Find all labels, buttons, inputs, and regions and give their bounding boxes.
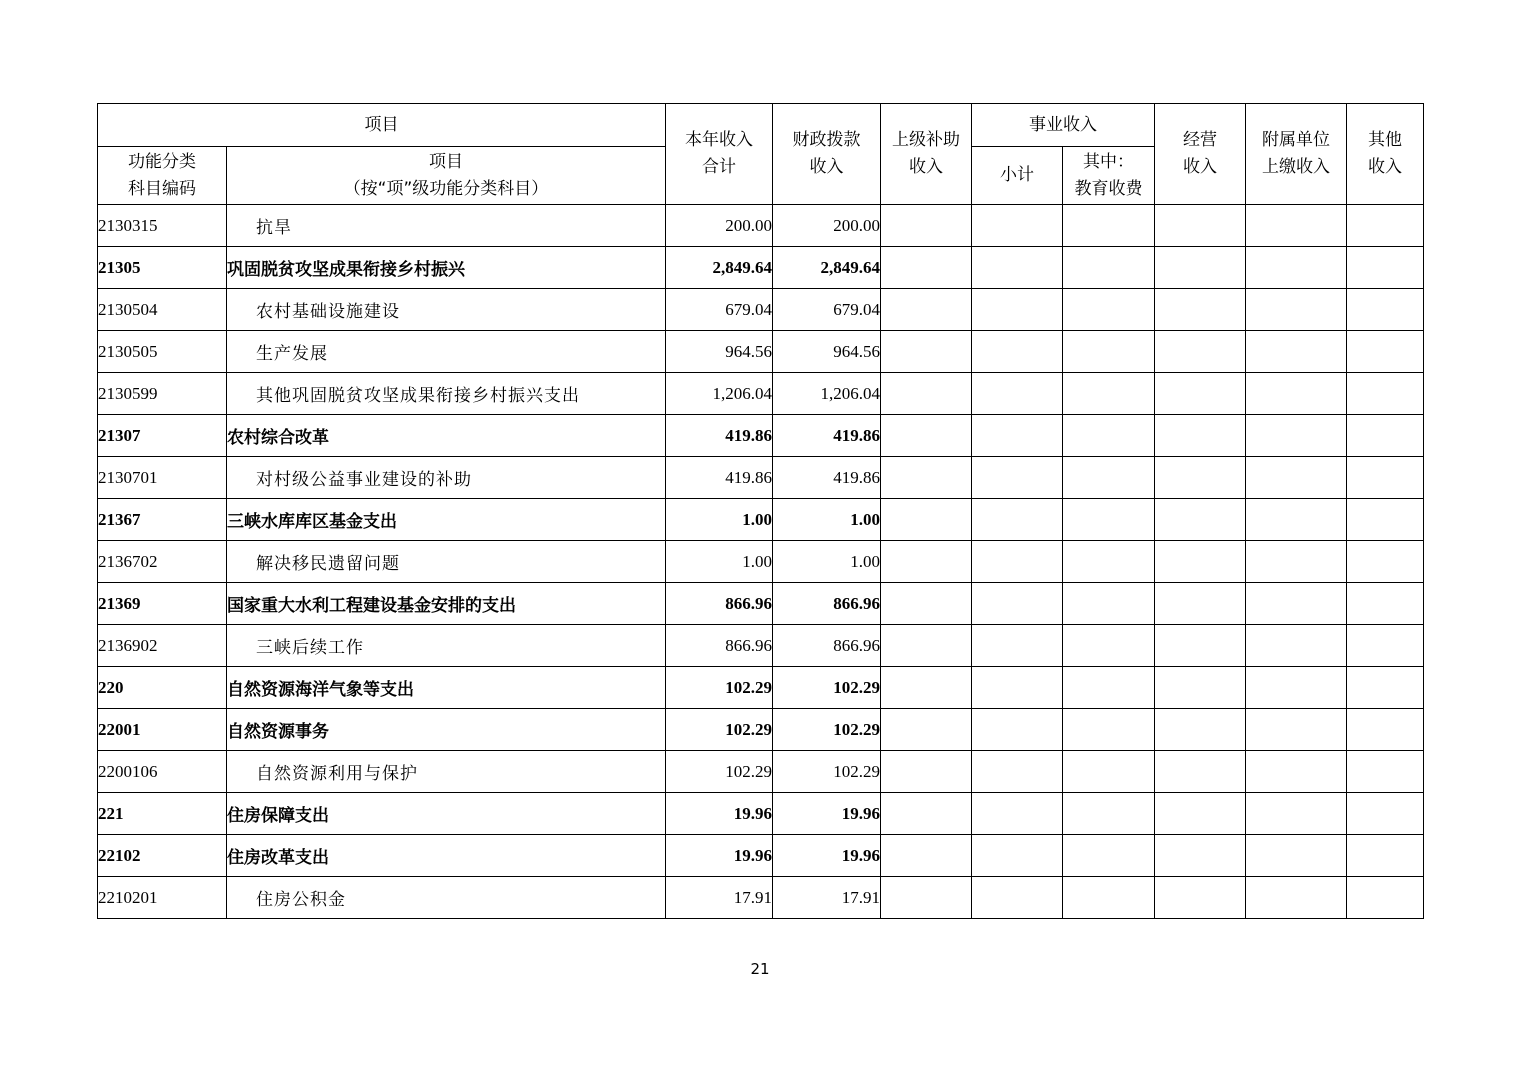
row-education <box>1063 709 1155 751</box>
row-business-subtotal <box>972 835 1063 877</box>
row-code: 22102 <box>98 835 227 877</box>
row-business-subtotal <box>972 877 1063 919</box>
row-superior <box>881 205 972 247</box>
row-operating <box>1155 331 1246 373</box>
row-superior <box>881 457 972 499</box>
row-education <box>1063 835 1155 877</box>
row-superior <box>881 625 972 667</box>
row-education <box>1063 457 1155 499</box>
row-total-income: 2,849.64 <box>666 247 773 289</box>
row-operating <box>1155 415 1246 457</box>
row-code: 2210201 <box>98 877 227 919</box>
row-operating <box>1155 877 1246 919</box>
row-other <box>1347 583 1424 625</box>
row-other <box>1347 373 1424 415</box>
row-education <box>1063 205 1155 247</box>
table-row <box>98 499 1424 541</box>
table-row <box>98 247 1424 289</box>
row-business-subtotal <box>972 751 1063 793</box>
row-business-subtotal <box>972 667 1063 709</box>
row-other <box>1347 793 1424 835</box>
row-total-income: 419.86 <box>666 457 773 499</box>
table-row <box>98 205 1424 247</box>
row-name: 其他巩固脱贫攻坚成果衔接乡村振兴支出 <box>227 373 666 415</box>
row-fiscal: 102.29 <box>773 667 881 709</box>
row-business-subtotal <box>972 247 1063 289</box>
page-number: 21 <box>750 960 770 978</box>
row-affiliated <box>1246 289 1347 331</box>
row-business-subtotal <box>972 457 1063 499</box>
header-education: 其中： 教育收费 <box>1063 147 1155 205</box>
row-operating <box>1155 793 1246 835</box>
row-code: 21367 <box>98 499 227 541</box>
row-business-subtotal <box>972 793 1063 835</box>
row-education <box>1063 541 1155 583</box>
row-code: 22001 <box>98 709 227 751</box>
table-body <box>98 205 1424 919</box>
row-education <box>1063 373 1155 415</box>
income-table <box>97 103 1424 919</box>
table-row <box>98 793 1424 835</box>
row-other <box>1347 877 1424 919</box>
row-education <box>1063 583 1155 625</box>
row-operating <box>1155 625 1246 667</box>
row-other <box>1347 415 1424 457</box>
row-fiscal: 19.96 <box>773 793 881 835</box>
row-affiliated <box>1246 247 1347 289</box>
table-row <box>98 373 1424 415</box>
row-fiscal: 419.86 <box>773 415 881 457</box>
header-other: 其他 收入 <box>1347 104 1424 205</box>
row-code: 220 <box>98 667 227 709</box>
row-fiscal: 2,849.64 <box>773 247 881 289</box>
row-superior <box>881 667 972 709</box>
row-total-income: 679.04 <box>666 289 773 331</box>
table-row <box>98 415 1424 457</box>
row-total-income: 1.00 <box>666 499 773 541</box>
row-affiliated <box>1246 709 1347 751</box>
header-superior: 上级补助 收入 <box>881 104 972 205</box>
row-total-income: 866.96 <box>666 583 773 625</box>
row-education <box>1063 331 1155 373</box>
row-education <box>1063 625 1155 667</box>
row-name: 自然资源海洋气象等支出 <box>227 667 666 709</box>
row-code: 2136702 <box>98 541 227 583</box>
row-total-income: 419.86 <box>666 415 773 457</box>
row-affiliated <box>1246 625 1347 667</box>
row-name: 自然资源利用与保护 <box>227 751 666 793</box>
row-affiliated <box>1246 583 1347 625</box>
row-education <box>1063 667 1155 709</box>
row-name: 住房改革支出 <box>227 835 666 877</box>
header-affiliated: 附属单位 上缴收入 <box>1246 104 1347 205</box>
table-row <box>98 877 1424 919</box>
row-superior <box>881 415 972 457</box>
row-name: 生产发展 <box>227 331 666 373</box>
header-business-group: 事业收入 <box>972 104 1155 147</box>
row-business-subtotal <box>972 373 1063 415</box>
row-operating <box>1155 835 1246 877</box>
row-name: 巩固脱贫攻坚成果衔接乡村振兴 <box>227 247 666 289</box>
row-education <box>1063 289 1155 331</box>
row-name: 农村综合改革 <box>227 415 666 457</box>
row-name: 自然资源事务 <box>227 709 666 751</box>
row-superior <box>881 541 972 583</box>
header-total-income: 本年收入 合计 <box>666 104 773 205</box>
row-other <box>1347 247 1424 289</box>
row-name: 农村基础设施建设 <box>227 289 666 331</box>
row-total-income: 866.96 <box>666 625 773 667</box>
table-row <box>98 457 1424 499</box>
row-code: 2130315 <box>98 205 227 247</box>
row-other <box>1347 331 1424 373</box>
row-total-income: 19.96 <box>666 835 773 877</box>
row-name: 国家重大水利工程建设基金安排的支出 <box>227 583 666 625</box>
row-superior <box>881 373 972 415</box>
row-business-subtotal <box>972 289 1063 331</box>
row-code: 21369 <box>98 583 227 625</box>
row-name: 住房保障支出 <box>227 793 666 835</box>
row-other <box>1347 751 1424 793</box>
row-affiliated <box>1246 205 1347 247</box>
row-fiscal: 866.96 <box>773 583 881 625</box>
row-fiscal: 102.29 <box>773 709 881 751</box>
row-affiliated <box>1246 835 1347 877</box>
header-code: 功能分类 科目编码 <box>98 147 227 205</box>
row-affiliated <box>1246 877 1347 919</box>
header-subtotal: 小计 <box>972 147 1063 205</box>
row-fiscal: 964.56 <box>773 331 881 373</box>
row-education <box>1063 793 1155 835</box>
row-fiscal: 17.91 <box>773 877 881 919</box>
row-total-income: 102.29 <box>666 709 773 751</box>
row-superior <box>881 793 972 835</box>
row-other <box>1347 541 1424 583</box>
row-affiliated <box>1246 793 1347 835</box>
row-code: 2130505 <box>98 331 227 373</box>
table-row <box>98 835 1424 877</box>
row-business-subtotal <box>972 205 1063 247</box>
row-code: 2130599 <box>98 373 227 415</box>
row-code: 221 <box>98 793 227 835</box>
row-name: 住房公积金 <box>227 877 666 919</box>
table-row <box>98 331 1424 373</box>
row-name: 解决移民遗留问题 <box>227 541 666 583</box>
row-superior <box>881 877 972 919</box>
row-affiliated <box>1246 415 1347 457</box>
row-fiscal: 679.04 <box>773 289 881 331</box>
row-other <box>1347 205 1424 247</box>
table-row <box>98 751 1424 793</box>
row-fiscal: 1.00 <box>773 541 881 583</box>
row-operating <box>1155 751 1246 793</box>
row-superior <box>881 751 972 793</box>
header-name: 项目 （按“项”级功能分类科目） <box>227 147 666 205</box>
row-business-subtotal <box>972 331 1063 373</box>
row-superior <box>881 709 972 751</box>
row-name: 抗旱 <box>227 205 666 247</box>
row-fiscal: 102.29 <box>773 751 881 793</box>
row-operating <box>1155 457 1246 499</box>
row-fiscal: 419.86 <box>773 457 881 499</box>
row-superior <box>881 835 972 877</box>
row-operating <box>1155 289 1246 331</box>
table-row <box>98 583 1424 625</box>
row-affiliated <box>1246 667 1347 709</box>
row-superior <box>881 331 972 373</box>
row-total-income: 1,206.04 <box>666 373 773 415</box>
row-name: 对村级公益事业建设的补助 <box>227 457 666 499</box>
row-code: 21305 <box>98 247 227 289</box>
row-code: 21307 <box>98 415 227 457</box>
row-superior <box>881 583 972 625</box>
row-business-subtotal <box>972 625 1063 667</box>
row-code: 2200106 <box>98 751 227 793</box>
row-fiscal: 19.96 <box>773 835 881 877</box>
table-row <box>98 709 1424 751</box>
row-other <box>1347 457 1424 499</box>
row-total-income: 17.91 <box>666 877 773 919</box>
row-operating <box>1155 247 1246 289</box>
row-total-income: 102.29 <box>666 667 773 709</box>
row-other <box>1347 289 1424 331</box>
row-operating <box>1155 583 1246 625</box>
row-affiliated <box>1246 373 1347 415</box>
row-education <box>1063 499 1155 541</box>
row-code: 2130504 <box>98 289 227 331</box>
row-operating <box>1155 205 1246 247</box>
table-row <box>98 667 1424 709</box>
row-fiscal: 1.00 <box>773 499 881 541</box>
header-fiscal: 财政拨款 收入 <box>773 104 881 205</box>
row-code: 2130701 <box>98 457 227 499</box>
row-operating <box>1155 541 1246 583</box>
row-superior <box>881 289 972 331</box>
row-education <box>1063 877 1155 919</box>
row-operating <box>1155 499 1246 541</box>
row-total-income: 1.00 <box>666 541 773 583</box>
row-total-income: 200.00 <box>666 205 773 247</box>
row-name: 三峡水库库区基金支出 <box>227 499 666 541</box>
table-row <box>98 289 1424 331</box>
row-total-income: 964.56 <box>666 331 773 373</box>
row-affiliated <box>1246 541 1347 583</box>
row-business-subtotal <box>972 541 1063 583</box>
row-affiliated <box>1246 751 1347 793</box>
row-education <box>1063 247 1155 289</box>
table-row <box>98 625 1424 667</box>
header-item-group: 项目 <box>98 104 666 147</box>
row-code: 2136902 <box>98 625 227 667</box>
row-affiliated <box>1246 499 1347 541</box>
table-row <box>98 541 1424 583</box>
row-other <box>1347 667 1424 709</box>
row-business-subtotal <box>972 709 1063 751</box>
row-fiscal: 866.96 <box>773 625 881 667</box>
row-education <box>1063 751 1155 793</box>
row-affiliated <box>1246 457 1347 499</box>
header-operating: 经营 收入 <box>1155 104 1246 205</box>
row-other <box>1347 625 1424 667</box>
row-operating <box>1155 373 1246 415</box>
row-education <box>1063 415 1155 457</box>
row-business-subtotal <box>972 583 1063 625</box>
row-other <box>1347 499 1424 541</box>
row-fiscal: 200.00 <box>773 205 881 247</box>
row-business-subtotal <box>972 415 1063 457</box>
row-superior <box>881 247 972 289</box>
row-affiliated <box>1246 331 1347 373</box>
row-fiscal: 1,206.04 <box>773 373 881 415</box>
row-name: 三峡后续工作 <box>227 625 666 667</box>
row-total-income: 19.96 <box>666 793 773 835</box>
row-business-subtotal <box>972 499 1063 541</box>
row-operating <box>1155 709 1246 751</box>
row-other <box>1347 709 1424 751</box>
row-superior <box>881 499 972 541</box>
row-operating <box>1155 667 1246 709</box>
row-total-income: 102.29 <box>666 751 773 793</box>
row-other <box>1347 835 1424 877</box>
